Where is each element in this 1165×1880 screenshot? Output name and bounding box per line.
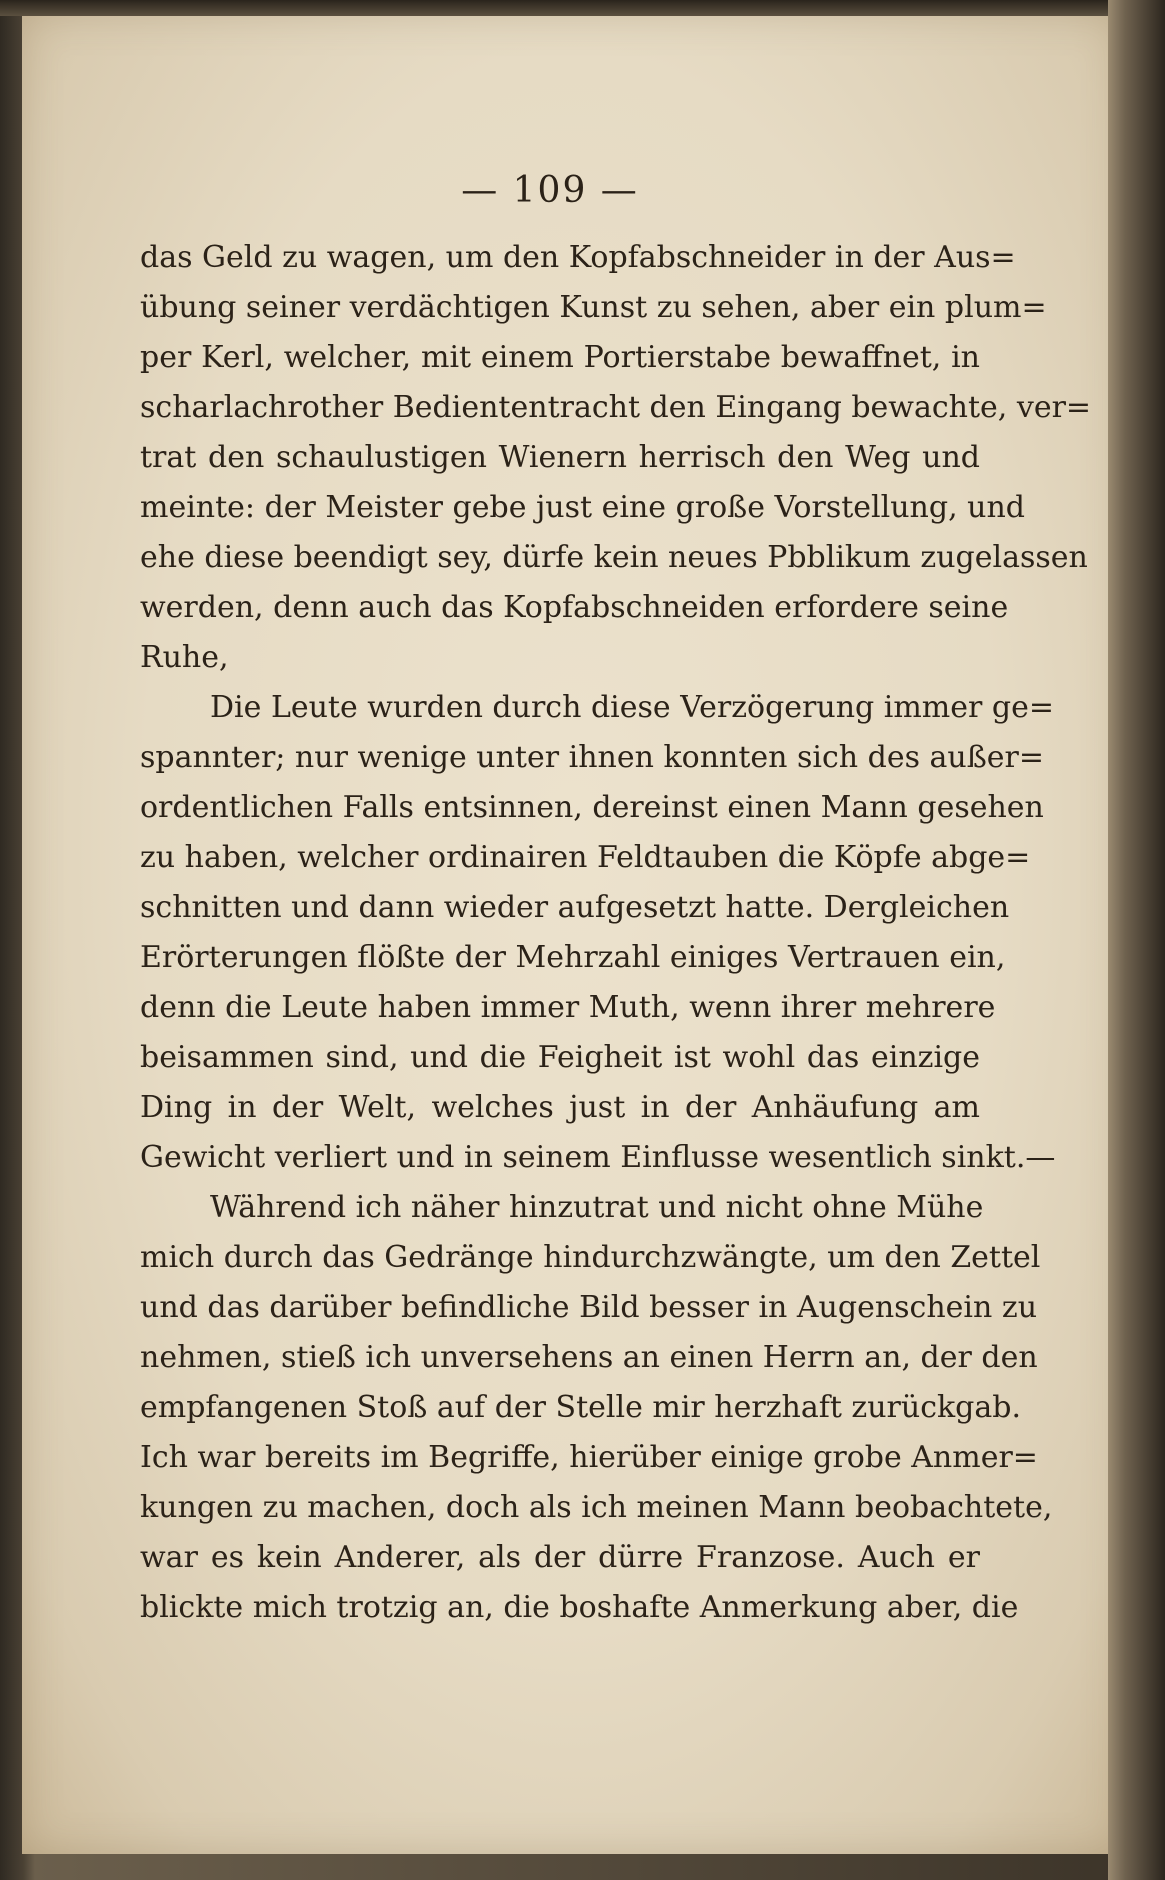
text-line: zu haben, welcher ordinairen Feldtauben die Köpfe abge= bbox=[140, 840, 1031, 875]
text-line: war es kein Anderer, als der dürre Franzose. Auch er bbox=[140, 1540, 980, 1575]
text-line: Erörterungen flößte der Mehrzahl einiges Vertrauen ein, bbox=[140, 940, 1006, 975]
text-line: Ich war bereits im Begriffe, hierüber einige grobe Anmer= bbox=[140, 1440, 1038, 1475]
text-line: schnitten und dann wieder aufgesetzt hatte. Dergleichen bbox=[140, 890, 1010, 925]
page-number: — 109 — bbox=[461, 170, 639, 211]
text-line: kungen zu machen, doch als ich meinen Mann beobachtete, bbox=[140, 1490, 1053, 1525]
page-content bbox=[140, 170, 1092, 1633]
text-line: Während ich näher hinzutrat und nicht ohne Mühe bbox=[210, 1190, 984, 1225]
text-line: spannter; nur wenige unter ihnen konnten sich des außer= bbox=[140, 740, 1045, 775]
paragraph-1 bbox=[140, 233, 1092, 683]
text-line: per Kerl, welcher, mit einem Portierstabe bewaffnet, in bbox=[140, 340, 980, 375]
text-line: ordentlichen Falls entsinnen, dereinst einen Mann gesehen bbox=[140, 790, 1044, 825]
text-line: beisammen sind, und die Feigheit ist wohl das einzige bbox=[140, 1040, 980, 1075]
text-line: und das darüber befindliche Bild besser in Augenschein zu bbox=[140, 1290, 1038, 1325]
text-line: übung seiner verdächtigen Kunst zu sehen, aber ein plum= bbox=[140, 290, 1047, 325]
text-line: nehmen, stieß ich unversehens an einen Herrn an, der den bbox=[140, 1340, 1038, 1375]
text-line: mich durch das Gedränge hindurchzwängte, um den Zettel bbox=[140, 1240, 1041, 1275]
paragraph-3 bbox=[140, 1183, 1053, 1633]
text-line: meinte: der Meister gebe just eine große Vorstellung, und bbox=[140, 490, 1025, 525]
text-line: Ruhe, bbox=[140, 640, 229, 675]
text-line: denn die Leute haben immer Muth, wenn ihrer mehrere bbox=[140, 990, 996, 1025]
text-line: scharlachrother Bediententracht den Eingang bewachte, ver= bbox=[140, 390, 1092, 425]
page-top-edge bbox=[0, 0, 1165, 16]
text-line: empfangenen Stoß auf der Stelle mir herzhaft zurückgab. bbox=[140, 1390, 1022, 1425]
text-line: blickte mich trotzig an, die boshafte Anmerkung aber, die bbox=[140, 1590, 1019, 1625]
text-line: werden, denn auch das Kopfabschneiden erfordere seine bbox=[140, 590, 1009, 625]
text-line: trat den schaulustigen Wienern herrisch den Weg und bbox=[140, 440, 980, 475]
page-right-edge bbox=[1108, 0, 1165, 1880]
text-line: das Geld zu wagen, um den Kopfabschneider in der Aus= bbox=[140, 240, 1016, 275]
text-line: Die Leute wurden durch diese Verzögerung immer ge= bbox=[210, 690, 1054, 725]
text-line: Gewicht verliert und in seinem Einflusse wesentlich sinkt.— bbox=[140, 1140, 1056, 1175]
paragraph-2 bbox=[140, 683, 1056, 1183]
text-line: ehe diese beendigt sey, dürfe kein neues Pbblikum zugelassen bbox=[140, 540, 1088, 575]
text-line: Ding in der Welt, welches just in der Anhäufung am bbox=[140, 1090, 980, 1125]
